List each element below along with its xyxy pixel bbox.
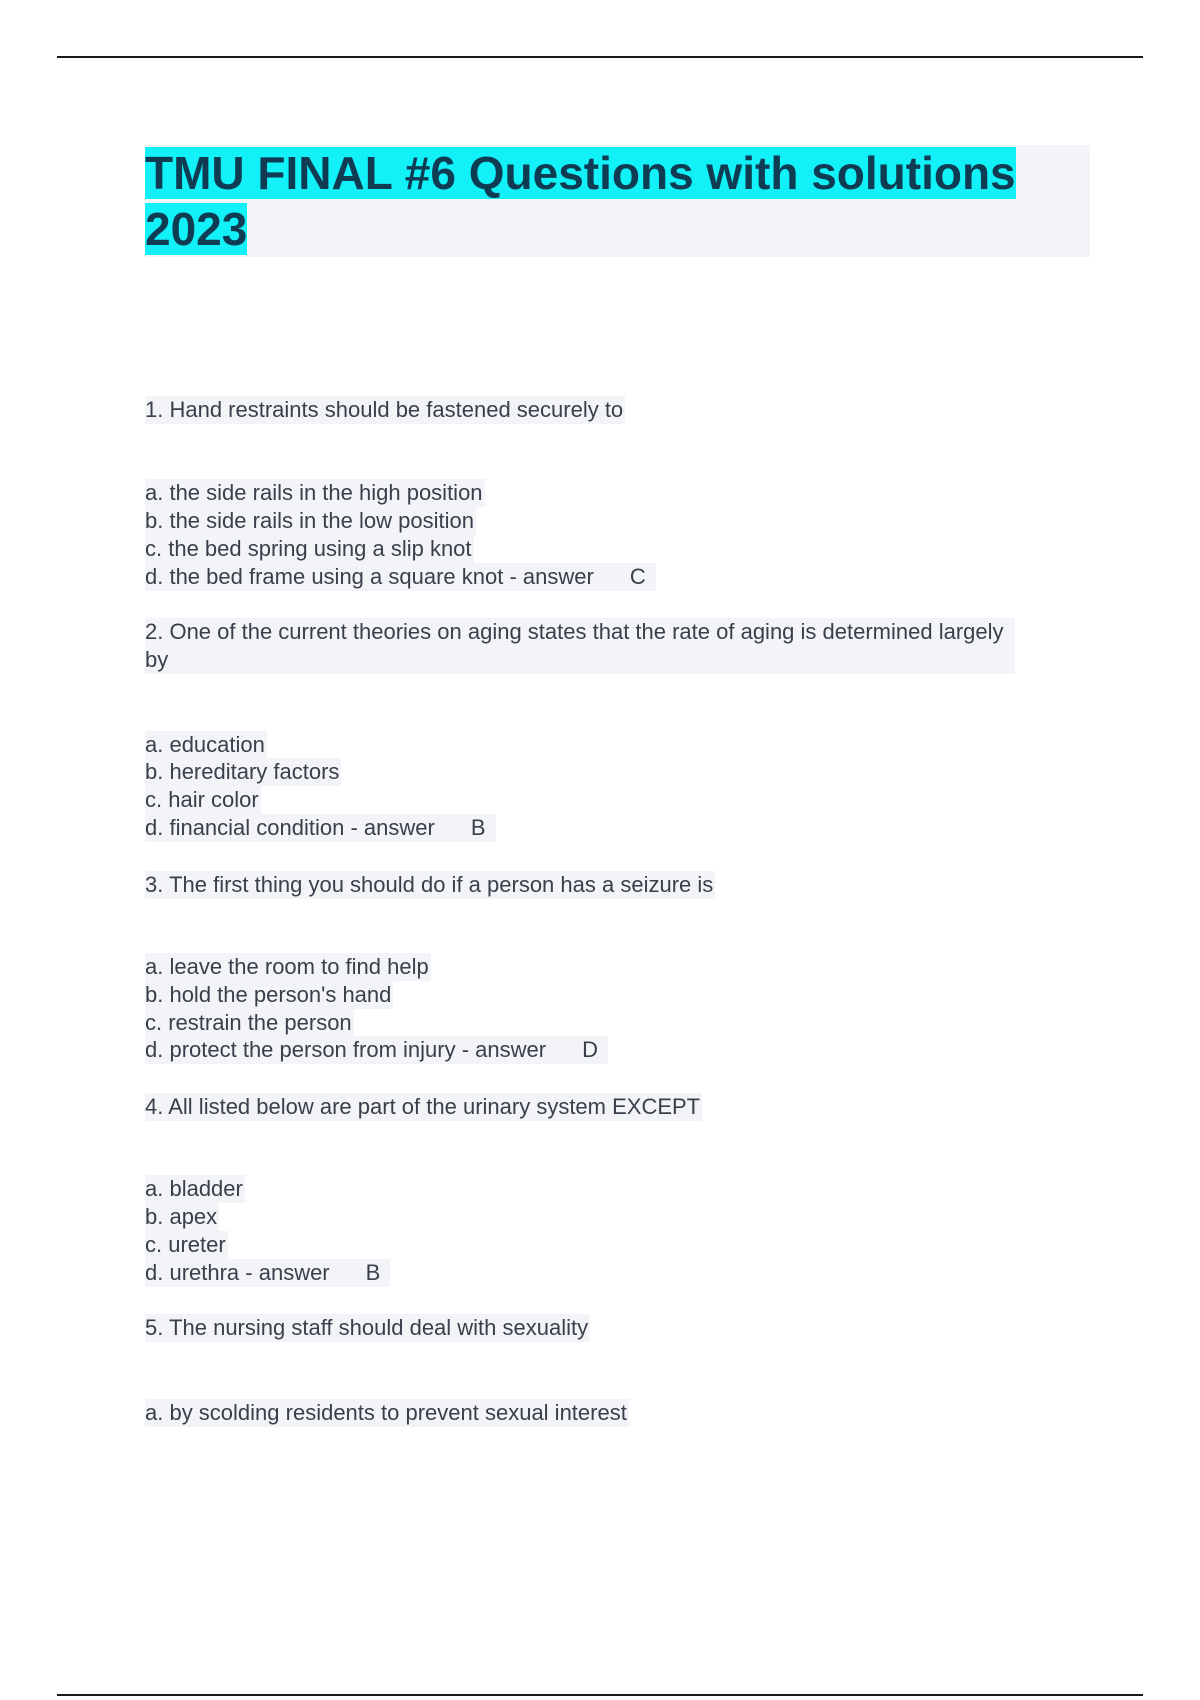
question-4-option-d <box>145 1259 390 1287</box>
question-3-answer: D <box>582 1037 598 1062</box>
question-2-option-c: c. hair color <box>145 787 259 812</box>
question-1-answer: C <box>629 564 646 589</box>
question-3-prompt: 3. The first thing you should do if a person has a seizure is <box>145 872 714 897</box>
document-title <box>145 145 1090 257</box>
question-1-option-d <box>145 563 656 591</box>
question-2-option-d-text: d. financial condition - answer <box>145 815 435 840</box>
question-4-option-a: a. bladder <box>145 1176 243 1201</box>
top-rule <box>57 56 1143 58</box>
question-4-prompt: 4. All listed below are part of the urinary system EXCEPT <box>145 1094 701 1119</box>
title-highlight: TMU FINAL #6 Questions with solutions 2023 <box>145 147 1016 255</box>
question-1-option-c: c. the bed spring using a slip knot <box>145 536 472 561</box>
question-2-option-a: a. education <box>145 732 265 757</box>
question-3-option-c: c. restrain the person <box>145 1010 352 1035</box>
question-4-option-d-text: d. urethra - answer <box>145 1260 330 1285</box>
title-block <box>145 145 1090 257</box>
question-2-option-b: b. hereditary factors <box>145 759 340 784</box>
question-2-answer: B <box>470 815 486 840</box>
question-3-option-a: a. leave the room to find help <box>145 954 429 979</box>
question-3-option-d-text: d. protect the person from injury - answer <box>145 1037 547 1062</box>
question-4-answer: B <box>365 1260 381 1285</box>
question-1-prompt: 1. Hand restraints should be fastened securely to <box>145 397 624 422</box>
question-4-option-c: c. ureter <box>145 1232 226 1257</box>
question-3-option-d <box>145 1036 608 1064</box>
question-1-option-b: b. the side rails in the low position <box>145 508 474 533</box>
question-3-option-b: b. hold the person's hand <box>145 982 392 1007</box>
question-1-option-d-text: d. the bed frame using a square knot - answer <box>145 564 594 589</box>
question-2-prompt: 2. One of the current theories on aging states that the rate of aging is determined largely by <box>145 618 1015 674</box>
question-2-option-d <box>145 814 496 842</box>
question-5-prompt: 5. The nursing staff should deal with sexuality <box>145 1315 589 1340</box>
question-1-option-a: a. the side rails in the high position <box>145 480 483 505</box>
question-4-option-b: b. apex <box>145 1204 218 1229</box>
bottom-rule <box>57 1694 1143 1696</box>
question-5-option-a: a. by scolding residents to prevent sexual interest <box>145 1400 627 1425</box>
